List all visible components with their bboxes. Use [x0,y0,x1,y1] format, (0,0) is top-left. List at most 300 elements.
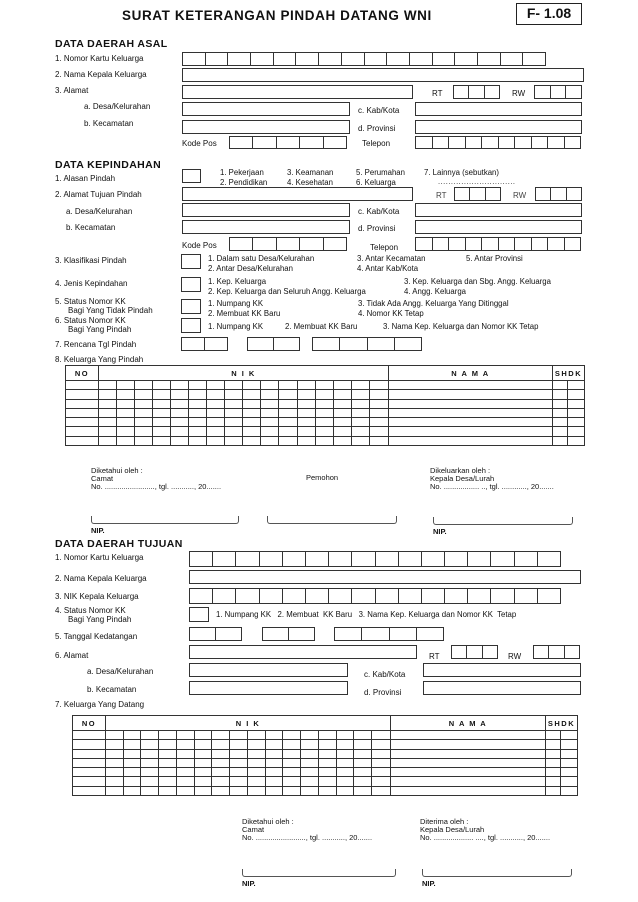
nik-digit-cell[interactable] [230,786,248,795]
nik-digit-cell[interactable] [351,390,369,399]
nik-digit-cell[interactable] [243,381,261,390]
nik-digit-cell[interactable] [176,731,194,740]
nik-digit-cell[interactable] [207,427,225,436]
nik-digit-cell[interactable] [123,758,141,767]
nik-digit-cell[interactable] [189,390,207,399]
nik-digit-cell[interactable] [171,427,189,436]
nik-digit-cell[interactable] [283,758,301,767]
no-cell[interactable] [66,381,99,390]
nik-digit-cell[interactable] [99,436,117,445]
sig-asal-left-line[interactable] [91,516,239,524]
nik-digit-cell[interactable] [243,390,261,399]
shdk-cell[interactable] [553,418,568,427]
nik-digit-cell[interactable] [117,436,135,445]
nik-digit-cell[interactable] [212,786,230,795]
no-cell[interactable] [73,768,106,777]
nik-digit-cell[interactable] [153,436,171,445]
nik-digit-cell[interactable] [176,777,194,786]
nik-digit-cell[interactable] [141,758,159,767]
nik-digit-cell[interactable] [230,777,248,786]
nik-digit-cell[interactable] [315,390,333,399]
nik-digit-cell[interactable] [297,390,315,399]
nik-digit-cell[interactable] [159,768,177,777]
provinsi-kepindahan-input[interactable] [415,220,582,234]
nik-digit-cell[interactable] [372,768,391,777]
nik-digit-cell[interactable] [171,381,189,390]
nik-digit-cell[interactable] [159,740,177,749]
jenis-kepindahan-input[interactable] [181,277,201,292]
nik-digit-cell[interactable] [194,749,212,758]
no-cell[interactable] [73,740,106,749]
no-cell[interactable] [66,390,99,399]
nik-digit-cell[interactable] [135,390,153,399]
shdk-cell[interactable] [568,399,585,408]
nik-digit-cell[interactable] [135,381,153,390]
shdk-cell[interactable] [546,749,561,758]
nik-digit-cell[interactable] [106,731,124,740]
nik-digit-cell[interactable] [315,427,333,436]
nik-digit-cell[interactable] [194,731,212,740]
shdk-cell[interactable] [546,740,561,749]
nik-digit-cell[interactable] [99,381,117,390]
nik-digit-cell[interactable] [106,786,124,795]
nik-digit-cell[interactable] [283,749,301,758]
nik-digit-cell[interactable] [189,427,207,436]
nik-digit-cell[interactable] [159,777,177,786]
nik-digit-cell[interactable] [333,408,351,417]
nik-digit-cell[interactable] [315,408,333,417]
nama-cell[interactable] [389,436,553,445]
shdk-cell[interactable] [546,777,561,786]
nik-digit-cell[interactable] [171,390,189,399]
nik-digit-cell[interactable] [351,418,369,427]
nik-digit-cell[interactable] [265,731,283,740]
shdk-cell[interactable] [553,427,568,436]
nik-digit-cell[interactable] [141,786,159,795]
nik-digit-cell[interactable] [153,381,171,390]
nik-digit-cell[interactable] [99,390,117,399]
nama-cell[interactable] [389,390,553,399]
nik-digit-cell[interactable] [283,777,301,786]
nik-digit-cell[interactable] [279,390,297,399]
nik-digit-cell[interactable] [247,777,265,786]
shdk-cell[interactable] [561,740,578,749]
nik-digit-cell[interactable] [336,749,354,758]
shdk-cell[interactable] [568,390,585,399]
nik-digit-cell[interactable] [243,436,261,445]
nik-digit-cell[interactable] [171,436,189,445]
nik-digit-cell[interactable] [207,390,225,399]
nik-digit-cell[interactable] [333,399,351,408]
rencana-tgl-tahun-input[interactable] [312,337,422,351]
nik-kk-tujuan-input[interactable] [189,588,561,604]
rw-tujuan-input[interactable] [533,645,580,659]
rencana-tgl-hari-input[interactable] [181,337,228,351]
nik-digit-cell[interactable] [225,390,243,399]
nik-digit-cell[interactable] [106,768,124,777]
nama-cell[interactable] [391,786,546,795]
nik-digit-cell[interactable] [265,768,283,777]
nama-cell[interactable] [389,427,553,436]
nama-cell[interactable] [391,731,546,740]
nik-digit-cell[interactable] [176,758,194,767]
nik-digit-cell[interactable] [141,777,159,786]
desa-asal-input[interactable] [182,102,350,116]
status-kk-pindah-input[interactable] [181,318,201,333]
shdk-cell[interactable] [568,436,585,445]
nik-digit-cell[interactable] [301,768,319,777]
shdk-cell[interactable] [553,381,568,390]
nik-digit-cell[interactable] [194,758,212,767]
nik-digit-cell[interactable] [243,399,261,408]
no-cell[interactable] [73,758,106,767]
nik-digit-cell[interactable] [261,427,279,436]
nama-cell[interactable] [391,749,546,758]
nik-digit-cell[interactable] [207,418,225,427]
nik-digit-cell[interactable] [141,768,159,777]
rw-asal-input[interactable] [534,85,582,99]
status-kk-tidak-pindah-input[interactable] [181,299,201,314]
nik-digit-cell[interactable] [315,381,333,390]
nik-digit-cell[interactable] [318,777,336,786]
nik-digit-cell[interactable] [333,418,351,427]
rencana-tgl-bulan-input[interactable] [247,337,300,351]
nik-digit-cell[interactable] [372,758,391,767]
nik-digit-cell[interactable] [265,786,283,795]
rw-kepindahan-input[interactable] [535,187,582,201]
nama-cell[interactable] [389,399,553,408]
sig-tujuan-left-line[interactable] [242,869,396,877]
nik-digit-cell[interactable] [261,399,279,408]
nik-digit-cell[interactable] [369,381,388,390]
nik-digit-cell[interactable] [135,427,153,436]
rt-kepindahan-input[interactable] [454,187,501,201]
nik-digit-cell[interactable] [336,740,354,749]
nik-digit-cell[interactable] [369,390,388,399]
sig-asal-right-line[interactable] [433,517,573,525]
no-cell[interactable] [73,777,106,786]
nik-digit-cell[interactable] [354,740,372,749]
nik-digit-cell[interactable] [189,408,207,417]
nik-digit-cell[interactable] [372,777,391,786]
nik-digit-cell[interactable] [247,768,265,777]
nik-digit-cell[interactable] [243,408,261,417]
nik-digit-cell[interactable] [315,418,333,427]
nik-digit-cell[interactable] [354,768,372,777]
no-cell[interactable] [73,731,106,740]
nik-digit-cell[interactable] [230,768,248,777]
nama-cell[interactable] [391,768,546,777]
nik-digit-cell[interactable] [135,436,153,445]
shdk-cell[interactable] [546,786,561,795]
nik-digit-cell[interactable] [261,418,279,427]
nik-digit-cell[interactable] [297,418,315,427]
nik-digit-cell[interactable] [369,436,388,445]
nik-digit-cell[interactable] [212,731,230,740]
shdk-cell[interactable] [561,786,578,795]
nik-digit-cell[interactable] [194,740,212,749]
nik-digit-cell[interactable] [135,399,153,408]
nik-digit-cell[interactable] [247,758,265,767]
nik-digit-cell[interactable] [117,390,135,399]
nik-digit-cell[interactable] [279,418,297,427]
nik-digit-cell[interactable] [141,740,159,749]
nik-digit-cell[interactable] [369,408,388,417]
shdk-cell[interactable] [553,399,568,408]
nik-digit-cell[interactable] [297,408,315,417]
nik-digit-cell[interactable] [301,749,319,758]
nama-cell[interactable] [389,418,553,427]
nik-digit-cell[interactable] [372,740,391,749]
desa-tujuan-input[interactable] [189,663,348,677]
nik-digit-cell[interactable] [336,768,354,777]
provinsi-asal-input[interactable] [415,120,582,134]
nik-digit-cell[interactable] [247,731,265,740]
nik-digit-cell[interactable] [171,399,189,408]
nik-digit-cell[interactable] [99,418,117,427]
nik-digit-cell[interactable] [123,731,141,740]
nik-digit-cell[interactable] [189,418,207,427]
shdk-cell[interactable] [561,749,578,758]
nik-digit-cell[interactable] [212,749,230,758]
nik-digit-cell[interactable] [230,731,248,740]
nik-digit-cell[interactable] [336,758,354,767]
nik-digit-cell[interactable] [106,749,124,758]
no-cell[interactable] [66,418,99,427]
nik-digit-cell[interactable] [261,436,279,445]
tgl-kedatangan-bulan-input[interactable] [262,627,315,641]
nik-digit-cell[interactable] [123,740,141,749]
nik-digit-cell[interactable] [318,758,336,767]
nik-digit-cell[interactable] [171,408,189,417]
alamat-tujuan-input[interactable] [189,645,417,659]
nik-digit-cell[interactable] [354,749,372,758]
nik-digit-cell[interactable] [279,381,297,390]
nik-digit-cell[interactable] [372,786,391,795]
nik-digit-cell[interactable] [279,427,297,436]
nama-cell[interactable] [389,381,553,390]
shdk-cell[interactable] [561,758,578,767]
nik-digit-cell[interactable] [301,731,319,740]
shdk-cell[interactable] [561,731,578,740]
nik-digit-cell[interactable] [176,768,194,777]
kecamatan-tujuan-input[interactable] [189,681,348,695]
alamat-asal-input[interactable] [182,85,413,99]
nik-digit-cell[interactable] [135,408,153,417]
nik-digit-cell[interactable] [318,786,336,795]
nama-kk-asal-input[interactable] [182,68,584,82]
nik-digit-cell[interactable] [212,768,230,777]
shdk-cell[interactable] [546,731,561,740]
nik-digit-cell[interactable] [153,399,171,408]
nik-digit-cell[interactable] [194,768,212,777]
kabkota-kepindahan-input[interactable] [415,203,582,217]
nik-digit-cell[interactable] [315,436,333,445]
nik-digit-cell[interactable] [265,758,283,767]
nik-digit-cell[interactable] [336,731,354,740]
nik-digit-cell[interactable] [283,740,301,749]
nik-digit-cell[interactable] [117,418,135,427]
nik-digit-cell[interactable] [159,758,177,767]
nik-digit-cell[interactable] [212,777,230,786]
nik-digit-cell[interactable] [354,758,372,767]
tgl-kedatangan-tahun-input[interactable] [334,627,444,641]
nik-digit-cell[interactable] [212,758,230,767]
nik-digit-cell[interactable] [283,731,301,740]
alasan-pindah-input[interactable] [182,169,201,183]
nik-digit-cell[interactable] [153,390,171,399]
nik-digit-cell[interactable] [243,418,261,427]
nik-digit-cell[interactable] [225,436,243,445]
nik-digit-cell[interactable] [247,740,265,749]
nik-digit-cell[interactable] [106,740,124,749]
sig-asal-mid-line[interactable] [267,516,397,524]
nik-digit-cell[interactable] [207,408,225,417]
nik-digit-cell[interactable] [372,731,391,740]
nik-digit-cell[interactable] [297,436,315,445]
shdk-cell[interactable] [568,418,585,427]
shdk-cell[interactable] [553,390,568,399]
nik-digit-cell[interactable] [207,399,225,408]
nik-digit-cell[interactable] [354,786,372,795]
nik-digit-cell[interactable] [333,390,351,399]
nik-digit-cell[interactable] [230,758,248,767]
nik-digit-cell[interactable] [351,408,369,417]
nik-digit-cell[interactable] [333,436,351,445]
nik-digit-cell[interactable] [369,399,388,408]
nik-digit-cell[interactable] [189,399,207,408]
nik-digit-cell[interactable] [247,749,265,758]
nik-digit-cell[interactable] [225,427,243,436]
nik-digit-cell[interactable] [297,399,315,408]
nik-digit-cell[interactable] [261,381,279,390]
shdk-cell[interactable] [553,436,568,445]
nik-digit-cell[interactable] [369,418,388,427]
desa-kepindahan-input[interactable] [182,203,350,217]
nik-digit-cell[interactable] [99,399,117,408]
sig-tujuan-right-line[interactable] [422,869,572,877]
nik-digit-cell[interactable] [351,436,369,445]
nik-digit-cell[interactable] [265,740,283,749]
kecamatan-kepindahan-input[interactable] [182,220,350,234]
nik-digit-cell[interactable] [369,427,388,436]
no-cell[interactable] [66,427,99,436]
nik-digit-cell[interactable] [176,749,194,758]
nik-digit-cell[interactable] [159,731,177,740]
shdk-cell[interactable] [561,777,578,786]
tgl-kedatangan-hari-input[interactable] [189,627,242,641]
nomor-kk-asal-input[interactable] [182,52,546,66]
shdk-cell[interactable] [568,427,585,436]
nik-digit-cell[interactable] [176,786,194,795]
nik-digit-cell[interactable] [243,427,261,436]
nik-digit-cell[interactable] [189,381,207,390]
nik-digit-cell[interactable] [123,749,141,758]
rt-tujuan-input[interactable] [451,645,498,659]
nik-digit-cell[interactable] [153,408,171,417]
nik-digit-cell[interactable] [265,749,283,758]
no-cell[interactable] [73,786,106,795]
nik-digit-cell[interactable] [354,731,372,740]
nik-digit-cell[interactable] [333,381,351,390]
nik-digit-cell[interactable] [99,408,117,417]
nik-digit-cell[interactable] [135,418,153,427]
nik-digit-cell[interactable] [297,381,315,390]
nik-digit-cell[interactable] [225,399,243,408]
provinsi-tujuan-input[interactable] [423,681,581,695]
nik-digit-cell[interactable] [354,777,372,786]
nik-digit-cell[interactable] [301,740,319,749]
nik-digit-cell[interactable] [117,427,135,436]
no-cell[interactable] [66,408,99,417]
nik-digit-cell[interactable] [351,399,369,408]
nik-digit-cell[interactable] [318,768,336,777]
kecamatan-asal-input[interactable] [182,120,350,134]
klasifikasi-pindah-input[interactable] [181,254,201,269]
nik-digit-cell[interactable] [279,436,297,445]
kabkota-tujuan-input[interactable] [423,663,581,677]
nik-digit-cell[interactable] [117,381,135,390]
nik-digit-cell[interactable] [336,786,354,795]
nik-digit-cell[interactable] [318,731,336,740]
nik-digit-cell[interactable] [225,418,243,427]
nik-digit-cell[interactable] [153,427,171,436]
nama-cell[interactable] [391,758,546,767]
shdk-cell[interactable] [546,758,561,767]
shdk-cell[interactable] [553,408,568,417]
rt-asal-input[interactable] [453,85,500,99]
nik-digit-cell[interactable] [261,390,279,399]
nik-digit-cell[interactable] [99,427,117,436]
nama-cell[interactable] [389,408,553,417]
nik-digit-cell[interactable] [301,786,319,795]
nik-digit-cell[interactable] [230,740,248,749]
nik-digit-cell[interactable] [261,408,279,417]
nik-digit-cell[interactable] [318,740,336,749]
telepon-kepindahan-input[interactable] [415,237,581,251]
nik-digit-cell[interactable] [279,408,297,417]
shdk-cell[interactable] [546,768,561,777]
nik-digit-cell[interactable] [283,768,301,777]
nik-digit-cell[interactable] [106,777,124,786]
nik-digit-cell[interactable] [207,381,225,390]
nik-digit-cell[interactable] [194,777,212,786]
nik-digit-cell[interactable] [318,749,336,758]
nik-digit-cell[interactable] [159,749,177,758]
nik-digit-cell[interactable] [176,740,194,749]
nik-digit-cell[interactable] [159,786,177,795]
shdk-cell[interactable] [568,408,585,417]
kodepos-kepindahan-input[interactable] [229,237,347,251]
nik-digit-cell[interactable] [283,786,301,795]
nik-digit-cell[interactable] [171,418,189,427]
nik-digit-cell[interactable] [189,436,207,445]
nik-digit-cell[interactable] [123,786,141,795]
nik-digit-cell[interactable] [333,427,351,436]
nik-digit-cell[interactable] [106,758,124,767]
nik-digit-cell[interactable] [123,777,141,786]
nik-digit-cell[interactable] [225,408,243,417]
kabkota-asal-input[interactable] [415,102,582,116]
alamat-tujuan-pindah-input[interactable] [182,187,413,201]
no-cell[interactable] [73,749,106,758]
nik-digit-cell[interactable] [117,408,135,417]
status-kk-tujuan-input[interactable] [189,607,209,622]
nik-digit-cell[interactable] [279,399,297,408]
nik-digit-cell[interactable] [297,427,315,436]
nik-digit-cell[interactable] [212,740,230,749]
nik-digit-cell[interactable] [372,749,391,758]
